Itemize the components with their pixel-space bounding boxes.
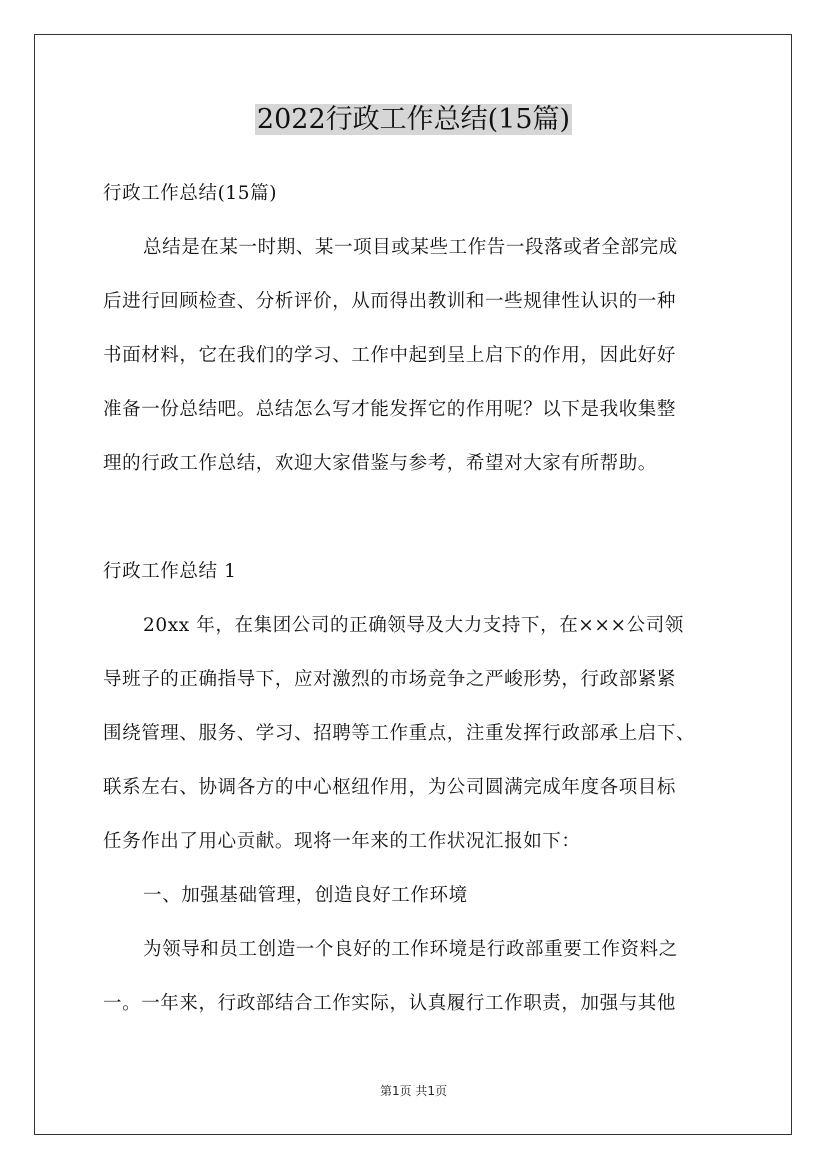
intro-line: 总结是在某一时期、某一项目或某些工作告一段落或者全部完成 [143,237,678,258]
intro-line: 书面材料，它在我们的学习、工作中起到呈上启下的作用，因此好好 [103,345,677,366]
body-line: 一。一年来，行政部结合工作实际，认真履行工作职责，加强与其他 [103,993,677,1014]
section-line: 导班子的正确指导下，应对激烈的市场竞争之严峻形势，行政部紧紧 [103,669,677,690]
document-title-text: 2022行政工作总结(15篇) [256,104,571,135]
intro-line: 准备一份总结吧。总结怎么写才能发挥它的作用呢？以下是我收集整 [103,399,677,420]
section-line: 任务作出了用心贡献。现将一年来的工作状况汇报如下： [103,831,581,852]
section-line: 围绕管理、服务、学习、招聘等工作重点，注重发挥行政部承上启下、 [103,723,696,744]
section-line: 联系左右、协调各方的中心枢纽作用，为公司圆满完成年度各项目标 [103,777,677,798]
page-footer: 第1页 共1页 [379,1084,448,1098]
section-heading: 行政工作总结 1 [103,561,237,582]
intro-line: 后进行回顾检查、分析评价，从而得出教训和一些规律性认识的一种 [103,291,677,312]
intro-line: 理的行政工作总结，欢迎大家借鉴与参考，希望对大家有所帮助。 [103,453,657,474]
body-line: 为领导和员工创造一个良好的工作环境是行政部重要工作资料之 [143,939,678,960]
section-line: 20xx 年，在集团公司的正确领导及大力支持下，在×××公司领 [143,615,684,636]
subtitle: 行政工作总结(15篇) [103,183,278,204]
document-title [0,98,827,142]
subheading: 一、加强基础管理，创造良好工作环境 [143,885,468,906]
